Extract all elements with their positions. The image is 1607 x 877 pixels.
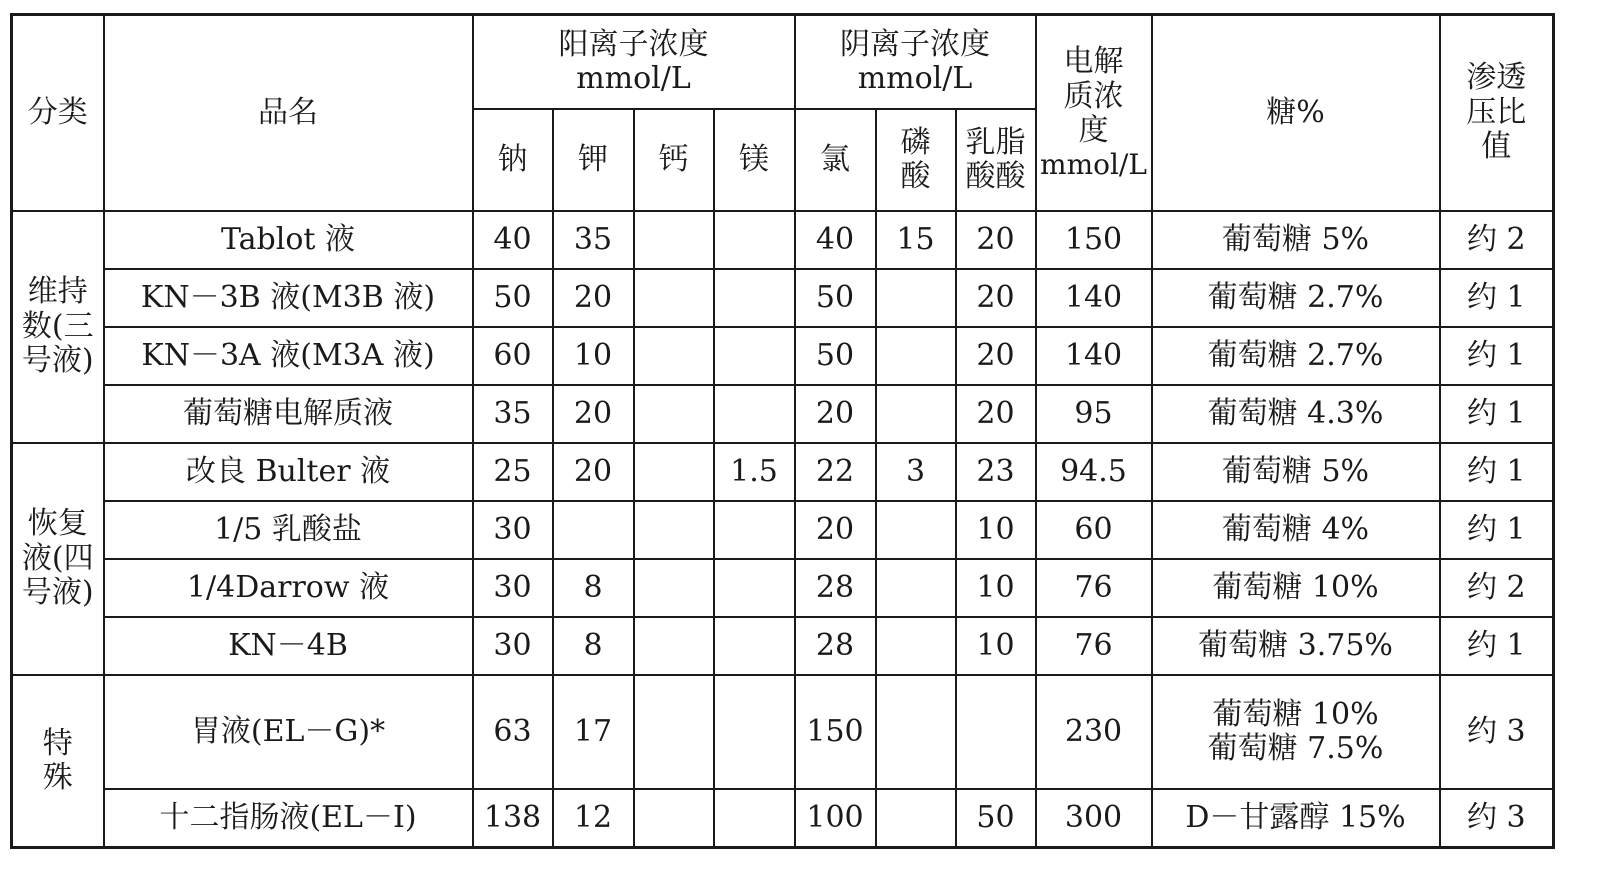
header-electrolyte: 电解 质浓 度 mmol/L xyxy=(1036,15,1152,212)
electrolyte-solution-table xyxy=(10,13,1555,849)
header-sodium: 钠 xyxy=(473,109,553,211)
cell-sodium: 30 xyxy=(473,617,553,675)
cell-calcium xyxy=(634,559,714,617)
cell-potassium xyxy=(553,501,634,559)
cell-sodium: 35 xyxy=(473,385,553,443)
header-category: 分类 xyxy=(12,15,104,212)
osmotic-ratio-cell: 约 1 xyxy=(1440,617,1554,675)
cell-sodium: 60 xyxy=(473,327,553,385)
cell-phosphate xyxy=(876,675,956,789)
sugar-cell: 葡萄糖 2.7% xyxy=(1152,269,1440,327)
cell-lactate: 20 xyxy=(956,211,1036,269)
header-phosphate: 磷 酸 xyxy=(876,109,956,211)
sugar-cell: 葡萄糖 4.3% xyxy=(1152,385,1440,443)
cell-chloride: 50 xyxy=(795,269,876,327)
header-osmotic: 渗透 压比 值 xyxy=(1440,15,1554,212)
table-row xyxy=(12,327,1554,385)
table-row xyxy=(12,559,1554,617)
cell-magnesium xyxy=(714,385,795,443)
cell-phosphate xyxy=(876,327,956,385)
cell-potassium: 8 xyxy=(553,559,634,617)
cell-chloride: 150 xyxy=(795,675,876,789)
product-name-cell: 改良 Bulter 液 xyxy=(104,443,473,501)
cell-electrolyte-total: 60 xyxy=(1036,501,1152,559)
cell-phosphate xyxy=(876,559,956,617)
sugar-cell: 葡萄糖 10% 葡萄糖 7.5% xyxy=(1152,675,1440,789)
cell-magnesium xyxy=(714,327,795,385)
header-calcium: 钙 xyxy=(634,109,714,211)
table-row xyxy=(12,675,1554,789)
cell-phosphate xyxy=(876,269,956,327)
cell-sodium: 138 xyxy=(473,789,553,848)
cell-potassium: 20 xyxy=(553,269,634,327)
header-sugar: 糖% xyxy=(1152,15,1440,212)
cell-potassium: 10 xyxy=(553,327,634,385)
cell-electrolyte-total: 300 xyxy=(1036,789,1152,848)
cell-potassium: 20 xyxy=(553,385,634,443)
sugar-cell: 葡萄糖 2.7% xyxy=(1152,327,1440,385)
table-row xyxy=(12,211,1554,269)
cell-lactate: 10 xyxy=(956,617,1036,675)
cell-magnesium xyxy=(714,559,795,617)
cell-magnesium: 1.5 xyxy=(714,443,795,501)
cell-magnesium xyxy=(714,675,795,789)
header-magnesium: 镁 xyxy=(714,109,795,211)
product-name-cell: 1/4Darrow 液 xyxy=(104,559,473,617)
cell-calcium xyxy=(634,327,714,385)
cell-electrolyte-total: 94.5 xyxy=(1036,443,1152,501)
cell-lactate: 10 xyxy=(956,559,1036,617)
cell-electrolyte-total: 140 xyxy=(1036,269,1152,327)
category-cell: 特 殊 xyxy=(12,675,104,848)
cell-sodium: 40 xyxy=(473,211,553,269)
cell-lactate: 20 xyxy=(956,269,1036,327)
cell-phosphate xyxy=(876,385,956,443)
sugar-cell: D－甘露醇 15% xyxy=(1152,789,1440,848)
header-cation-group: 阳离子浓度 mmol/L xyxy=(473,15,795,110)
cell-chloride: 20 xyxy=(795,385,876,443)
product-name-cell: 胃液(EL－G)* xyxy=(104,675,473,789)
product-name-cell: KN－4B xyxy=(104,617,473,675)
cell-phosphate xyxy=(876,789,956,848)
cell-chloride: 22 xyxy=(795,443,876,501)
cell-calcium xyxy=(634,617,714,675)
osmotic-ratio-cell: 约 1 xyxy=(1440,443,1554,501)
sugar-cell: 葡萄糖 10% xyxy=(1152,559,1440,617)
cell-sodium: 30 xyxy=(473,559,553,617)
cell-lactate: 50 xyxy=(956,789,1036,848)
osmotic-ratio-cell: 约 2 xyxy=(1440,211,1554,269)
cell-magnesium xyxy=(714,789,795,848)
cell-calcium xyxy=(634,443,714,501)
cell-calcium xyxy=(634,789,714,848)
header-anion-group: 阴离子浓度 mmol/L xyxy=(795,15,1036,110)
osmotic-ratio-cell: 约 3 xyxy=(1440,675,1554,789)
table-row xyxy=(12,443,1554,501)
table-row xyxy=(12,617,1554,675)
table-row xyxy=(12,385,1554,443)
cell-calcium xyxy=(634,385,714,443)
cell-chloride: 50 xyxy=(795,327,876,385)
cell-sodium: 63 xyxy=(473,675,553,789)
cell-chloride: 100 xyxy=(795,789,876,848)
cell-electrolyte-total: 230 xyxy=(1036,675,1152,789)
cell-phosphate xyxy=(876,501,956,559)
cell-sodium: 25 xyxy=(473,443,553,501)
cell-magnesium xyxy=(714,501,795,559)
header-chloride: 氯 xyxy=(795,109,876,211)
cell-electrolyte-total: 76 xyxy=(1036,617,1152,675)
osmotic-ratio-cell: 约 1 xyxy=(1440,501,1554,559)
cell-sodium: 50 xyxy=(473,269,553,327)
product-name-cell: 十二指肠液(EL－I) xyxy=(104,789,473,848)
cell-lactate: 20 xyxy=(956,327,1036,385)
product-name-cell: Tablot 液 xyxy=(104,211,473,269)
cell-calcium xyxy=(634,501,714,559)
cell-chloride: 20 xyxy=(795,501,876,559)
cell-lactate: 10 xyxy=(956,501,1036,559)
sugar-cell: 葡萄糖 3.75% xyxy=(1152,617,1440,675)
product-name-cell: 葡萄糖电解质液 xyxy=(104,385,473,443)
table-row xyxy=(12,501,1554,559)
sugar-cell: 葡萄糖 4% xyxy=(1152,501,1440,559)
category-cell: 恢复 液(四 号液) xyxy=(12,443,104,675)
osmotic-ratio-cell: 约 3 xyxy=(1440,789,1554,848)
category-cell: 维持 数(三 号液) xyxy=(12,211,104,443)
cell-potassium: 35 xyxy=(553,211,634,269)
cell-lactate: 20 xyxy=(956,385,1036,443)
cell-calcium xyxy=(634,269,714,327)
cell-potassium: 12 xyxy=(553,789,634,848)
sugar-cell: 葡萄糖 5% xyxy=(1152,211,1440,269)
osmotic-ratio-cell: 约 1 xyxy=(1440,385,1554,443)
cell-calcium xyxy=(634,211,714,269)
cell-magnesium xyxy=(714,211,795,269)
product-name-cell: KN－3A 液(M3A 液) xyxy=(104,327,473,385)
cell-potassium: 8 xyxy=(553,617,634,675)
cell-calcium xyxy=(634,675,714,789)
cell-electrolyte-total: 76 xyxy=(1036,559,1152,617)
cell-sodium: 30 xyxy=(473,501,553,559)
sugar-cell: 葡萄糖 5% xyxy=(1152,443,1440,501)
cell-phosphate: 3 xyxy=(876,443,956,501)
cell-phosphate xyxy=(876,617,956,675)
table-row xyxy=(12,269,1554,327)
cell-electrolyte-total: 95 xyxy=(1036,385,1152,443)
product-name-cell: KN－3B 液(M3B 液) xyxy=(104,269,473,327)
osmotic-ratio-cell: 约 1 xyxy=(1440,269,1554,327)
cell-lactate: 23 xyxy=(956,443,1036,501)
osmotic-ratio-cell: 约 2 xyxy=(1440,559,1554,617)
header-lactate: 乳脂 酸酸 xyxy=(956,109,1036,211)
cell-phosphate: 15 xyxy=(876,211,956,269)
header-potassium: 钾 xyxy=(553,109,634,211)
cell-potassium: 17 xyxy=(553,675,634,789)
cell-magnesium xyxy=(714,617,795,675)
cell-chloride: 28 xyxy=(795,559,876,617)
cell-lactate xyxy=(956,675,1036,789)
cell-potassium: 20 xyxy=(553,443,634,501)
product-name-cell: 1/5 乳酸盐 xyxy=(104,501,473,559)
cell-electrolyte-total: 140 xyxy=(1036,327,1152,385)
cell-chloride: 40 xyxy=(795,211,876,269)
cell-electrolyte-total: 150 xyxy=(1036,211,1152,269)
header-name: 品名 xyxy=(104,15,473,212)
table-row xyxy=(12,789,1554,848)
osmotic-ratio-cell: 约 1 xyxy=(1440,327,1554,385)
cell-magnesium xyxy=(714,269,795,327)
cell-chloride: 28 xyxy=(795,617,876,675)
